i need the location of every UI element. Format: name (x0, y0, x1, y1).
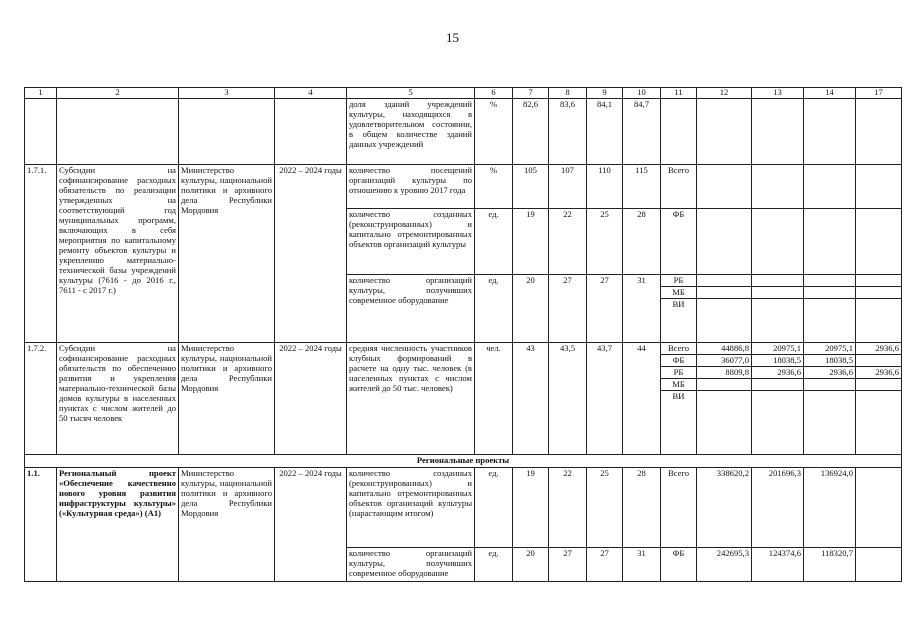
value-cell: 20 (513, 274, 549, 342)
header-cell: 5 (347, 88, 475, 99)
table-row (25, 98, 902, 164)
unit-cell: % (475, 164, 513, 208)
value-cell: 31 (623, 547, 661, 581)
unit-cell: чел. (475, 342, 513, 454)
unit-cell: ед. (475, 274, 513, 342)
header-cell: 17 (856, 88, 902, 99)
table-row (25, 342, 902, 454)
period: 2022 – 2024 годы (275, 342, 347, 454)
row-number: 1.7.1. (25, 164, 57, 342)
finance-column (697, 342, 752, 454)
indicator-text: количество созданных (реконструированных) и капитально отремонтированных объектов организаций культуры (нарастающим итогом) (347, 467, 475, 547)
value-cell: 27 (549, 274, 587, 342)
source-cell: Всего (661, 467, 697, 547)
source-cell: МБ (661, 287, 696, 299)
source-cell: РБ (661, 367, 696, 379)
indicator-text: количество организаций культуры, получивших современное оборудование (347, 547, 475, 581)
indicator-text: количество созданных (реконструированных) и капитально отремонтированных объектов организаций культуры (347, 208, 475, 274)
finance-value (856, 391, 901, 403)
measure-name: Региональный проект «Обеспечение качественно нового уровня развития инфраструктуры культуры» («Культурная среда») (А1) (57, 467, 179, 581)
source-cell: МБ (661, 379, 696, 391)
value-cell: 20 (513, 547, 549, 581)
finance-value (752, 379, 803, 391)
finance-value: 20975,1 (752, 343, 803, 355)
value-cell: 28 (623, 467, 661, 547)
row-number: 1.1. (25, 467, 57, 581)
header-row (25, 88, 902, 99)
finance-value: 2936,6 (856, 343, 901, 355)
source-cell: Всего (661, 343, 696, 355)
finance-value: 242695,3 (697, 547, 752, 581)
source-cell: ВИ (672, 390, 685, 401)
finance-value: 20975,1 (804, 343, 855, 355)
source-cell: ФБ (661, 208, 697, 274)
executor: Министерство культуры, национальной политики и архивного дела Республики Мордовия (179, 342, 275, 454)
value-cell: 43 (513, 342, 549, 454)
finance-value (697, 379, 751, 391)
indicator-text: количество организаций культуры, получивших современное оборудование (347, 274, 475, 342)
header-cell: 4 (275, 88, 347, 99)
header-cell: 9 (587, 88, 623, 99)
finance-value: 2936,6 (856, 367, 901, 379)
unit-cell: ед. (475, 467, 513, 547)
source-list (661, 342, 697, 454)
finance-value (804, 391, 855, 403)
value-cell: 19 (513, 467, 549, 547)
period: 2022 – 2024 годы (275, 164, 347, 342)
header-cell: 14 (804, 88, 856, 99)
indicator-text: средняя численность участников клубных формирований в расчете на одну тыс. человек (в населенных пунктах с числом жителей до 50 тыс. человек) (347, 342, 475, 454)
executor: Министерство культуры, национальной политики и архивного дела Республики Мордовия (179, 164, 275, 342)
source-list (661, 274, 697, 342)
header-cell: 1 (25, 88, 57, 99)
value-cell: 105 (513, 164, 549, 208)
finance-value (856, 467, 902, 547)
finance-value: 136924,0 (804, 467, 856, 547)
unit-cell: ед. (475, 547, 513, 581)
finance-value: 18038,5 (752, 355, 803, 367)
value-cell: 43,5 (549, 342, 587, 454)
unit-cell: ед. (475, 208, 513, 274)
finance-value (856, 547, 902, 581)
source-cell: ФБ (661, 355, 696, 367)
value-cell: 43,7 (587, 342, 623, 454)
period: 2022 – 2024 годы (275, 467, 347, 581)
value-cell: 27 (587, 547, 623, 581)
finance-value: 338620,2 (697, 467, 752, 547)
header-cell: 8 (549, 88, 587, 99)
value-cell: 115 (623, 164, 661, 208)
section-row (25, 454, 902, 467)
finance-value: 124374,6 (752, 547, 804, 581)
value-cell: 110 (587, 164, 623, 208)
finance-value: 8809,8 (697, 367, 751, 379)
program-table (24, 87, 902, 582)
finance-value: 36077,0 (697, 355, 751, 367)
header-cell: 7 (513, 88, 549, 99)
header-cell: 10 (623, 88, 661, 99)
header-cell: 11 (661, 88, 697, 99)
value-cell: 82,6 (513, 98, 549, 164)
header-cell: 12 (697, 88, 752, 99)
finance-value: 2936,6 (752, 367, 803, 379)
value-cell: 22 (549, 467, 587, 547)
source-cell: ВИ (672, 298, 685, 309)
finance-value: 18038,5 (804, 355, 855, 367)
value-cell: 84,1 (587, 98, 623, 164)
finance-value (856, 355, 901, 367)
value-cell: 19 (513, 208, 549, 274)
header-cell: 2 (57, 88, 179, 99)
indicator-text: доля зданий учреждений культуры, находящихся в удовлетворительном состоянии, в общем количестве зданий данных учреждений (347, 98, 475, 164)
page-number: 15 (446, 30, 459, 45)
source-cell: Всего (661, 164, 697, 208)
value-cell: 28 (623, 208, 661, 274)
finance-value: 44886,8 (697, 343, 751, 355)
indicator-text: количество посещений организаций культуры по отношению к уровню 2017 года (347, 164, 475, 208)
finance-column (804, 342, 856, 454)
finance-column (752, 342, 804, 454)
finance-value: 118320,7 (804, 547, 856, 581)
value-cell: 27 (587, 274, 623, 342)
source-cell: РБ (661, 275, 696, 287)
section-title: Региональные проекты (25, 454, 902, 467)
value-cell: 22 (549, 208, 587, 274)
finance-value: 201696,3 (752, 467, 804, 547)
value-cell: 44 (623, 342, 661, 454)
header-cell: 6 (475, 88, 513, 99)
header-cell: 13 (752, 88, 804, 99)
value-cell: 27 (549, 547, 587, 581)
unit-cell: % (475, 98, 513, 164)
measure-name: Субсидии на софинансирование расходных обязательств по обеспечению развития и укрепления материально-технической базы домов культуры в населенных пунктах с числом жителей до 50 тысяч человек (57, 342, 179, 454)
value-cell: 31 (623, 274, 661, 342)
table-row (25, 164, 902, 208)
row-number: 1.7.2. (25, 342, 57, 454)
executor: Министерство культуры, национальной политики и архивного дела Республики Мордовия (179, 467, 275, 581)
finance-column (856, 342, 902, 454)
value-cell: 84,7 (623, 98, 661, 164)
value-cell: 83,6 (549, 98, 587, 164)
finance-value (804, 379, 855, 391)
finance-value (856, 379, 901, 391)
header-cell: 3 (179, 88, 275, 99)
finance-value (752, 391, 803, 403)
value-cell: 107 (549, 164, 587, 208)
finance-value (697, 391, 751, 403)
finance-value: 2936,6 (804, 367, 855, 379)
value-cell: 25 (587, 208, 623, 274)
value-cell: 25 (587, 467, 623, 547)
source-cell: ФБ (661, 547, 697, 581)
table-row (25, 467, 902, 547)
measure-name: Субсидии на софинансирование расходных обязательств по реализации утвержденных на соответствующий год муниципальных программ, включающих в себя мероприятия по капитальному ремонту объектов культуры и укреплению материально-технической базы учреждений культуры (7616 - до 2016 г., 7611 - с 2017 г.) (57, 164, 179, 342)
